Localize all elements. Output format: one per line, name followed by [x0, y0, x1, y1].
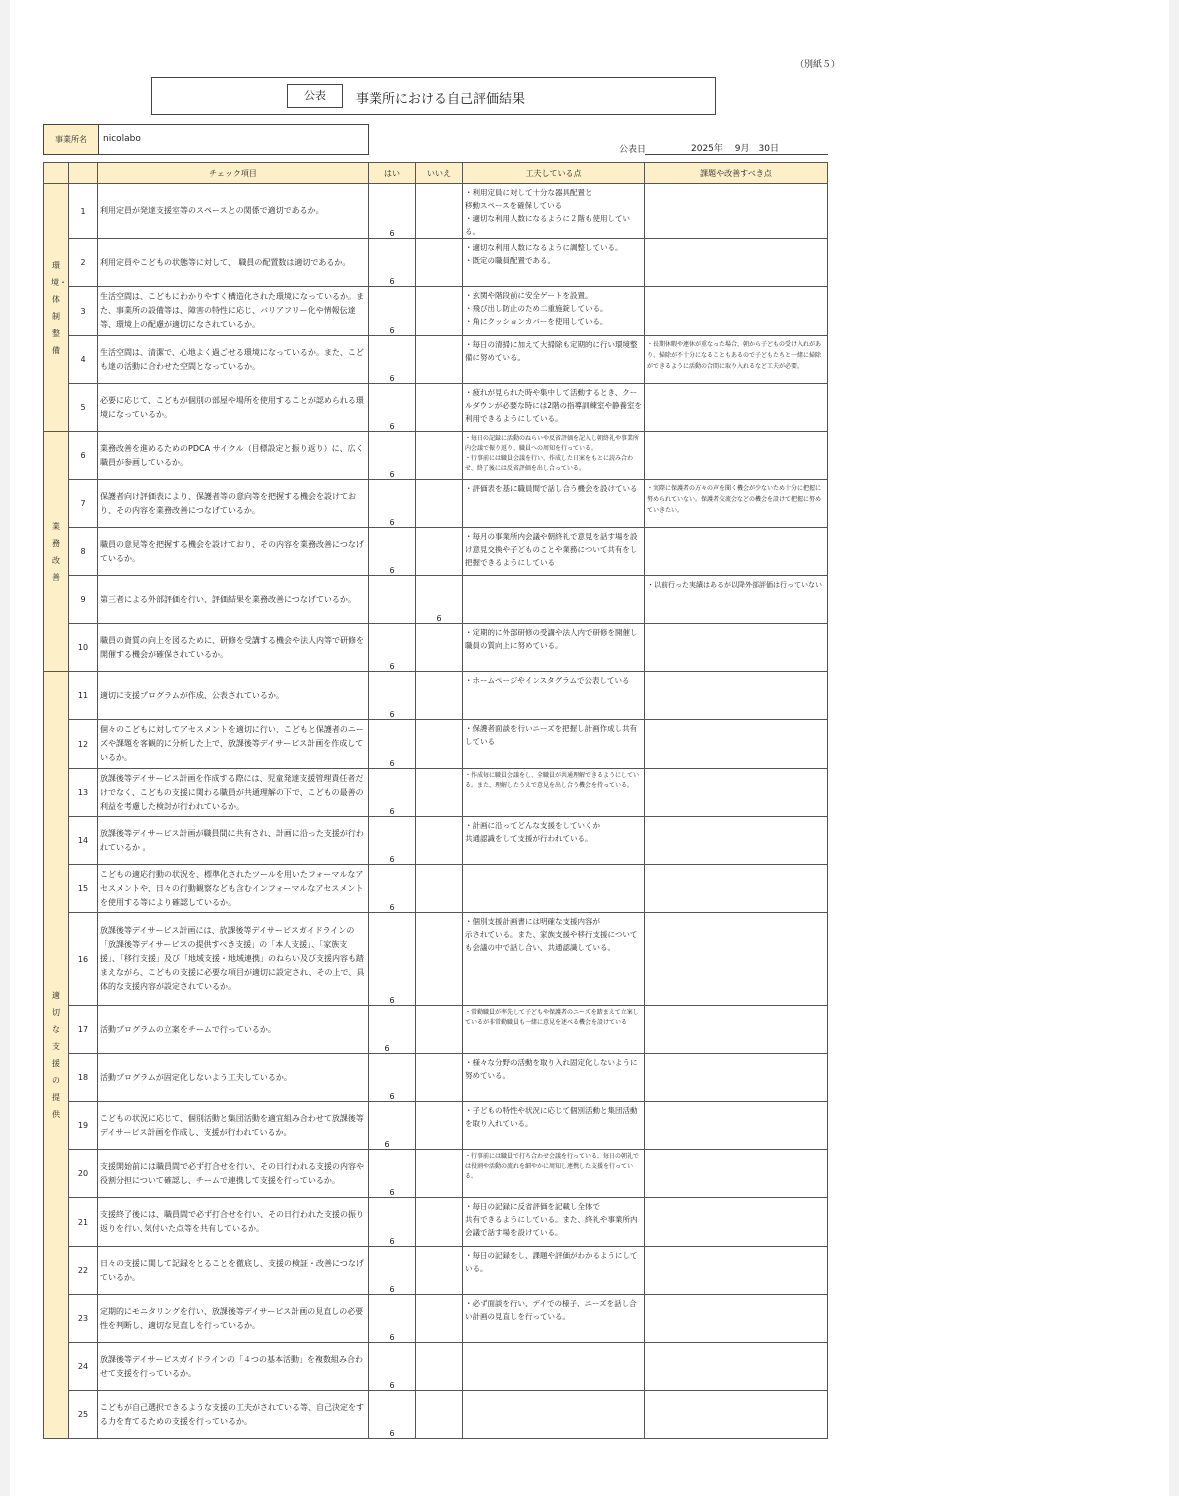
issue-text: ・長期休暇や連休が重なった場合、朝から子どもの受け入れがあり、掃除が不十分になることもあるので子どもたちと一緒に掃除ができるように活動の合間に取り入れるなど工夫が必要。 [645, 336, 828, 384]
yes-cell [369, 913, 416, 1006]
no-cell [416, 1054, 463, 1102]
table-row [44, 865, 828, 913]
yes-cell [369, 769, 416, 817]
item-number: 5 [69, 384, 98, 432]
check-item-text: 活動プログラムの立案をチームで行っているか。 [98, 1006, 369, 1054]
yes-cell [369, 1343, 416, 1391]
yes-cell [369, 287, 416, 336]
issue-text [645, 865, 828, 913]
yes-count: 6 [389, 710, 395, 719]
item-number: 13 [69, 769, 98, 817]
issue-text [645, 1343, 828, 1391]
yes-count: 6 [389, 1381, 395, 1390]
check-item-text: 利用定員やこどもの状態等に対して、 職員の配置数は適切であるか。 [98, 239, 369, 287]
table-row [44, 1198, 828, 1247]
check-item-text: 生活空間は、清潔で、心地よく過ごせる環境になっているか。また、こども達の活動に合わせた空間となっているか。 [98, 336, 369, 384]
category-label: 環境・体制整備 [51, 260, 67, 355]
no-cell [416, 1198, 463, 1247]
header-number [69, 163, 98, 184]
item-number: 12 [69, 720, 98, 769]
yes-count: 6 [389, 277, 395, 286]
check-item-text: 放課後等デイサービスガイドラインの「４つの基本活動」を複数組み合わせて支援を行っているか。 [98, 1343, 369, 1391]
yes-cell [369, 1198, 416, 1247]
item-number: 14 [69, 817, 98, 865]
category-cell [44, 432, 69, 672]
yes-count: 6 [384, 1044, 390, 1053]
issue-text [645, 1054, 828, 1102]
yes-cell [369, 817, 416, 865]
yes-count: 6 [389, 518, 395, 527]
effort-text: ・常勤職員が率先して子どもや保護者のニーズを踏まえて立案しているが非常勤職員も一緒に意見を述べる機会を設けている [463, 1006, 645, 1054]
header-check-item: チェック項目 [98, 163, 369, 184]
effort-text: ・毎月の事業所内会議や朝終礼で意見を話す場を設け意見交換や子どものことや業務について共有をし把握できるようにしている [463, 528, 645, 576]
issue-text [645, 1198, 828, 1247]
yes-cell [369, 672, 416, 720]
table-row [44, 576, 828, 624]
table-row [44, 1295, 828, 1343]
no-cell [416, 817, 463, 865]
item-number: 15 [69, 865, 98, 913]
effort-text: ・保護者面談を行いニーズを把握し計画作成し共有している [463, 720, 645, 769]
no-cell [416, 624, 463, 672]
yes-cell [369, 1054, 416, 1102]
effort-text: ・評価表を基に職員間で話し合う機会を設けている [463, 480, 645, 528]
effort-text: ・個別支援計画書には明確な支援内容が 示されている。また、家族支援や移行支援についても会議の中で話し合い、共通認識している。 [463, 913, 645, 1006]
table-row [44, 1150, 828, 1198]
check-item-text: 利用定員が発達支援室等のスペースとの関係で適切であるか。 [98, 184, 369, 239]
check-item-text: 生活空間は、こどもにわかりやすく構造化された環境になっているか。また、事業所の設備等は、障害の特性に応じ、バリアフリー化や情報伝達等、環境上の配慮が適切になされているか。 [98, 287, 369, 336]
table-row [44, 913, 828, 1006]
issue-text [645, 528, 828, 576]
category-label: 適切な支援の提供 [52, 991, 60, 1119]
no-cell [416, 913, 463, 1006]
check-item-text: 保護者向け評価表により、保護者等の意向等を把握する機会を設けており、その内容を業務改善につなげているか。 [98, 480, 369, 528]
table-row [44, 1343, 828, 1391]
page-title: 事業所における自己評価結果 [356, 92, 526, 107]
issue-text [645, 1391, 828, 1439]
header-no: いいえ [416, 163, 463, 184]
check-item-text: 支援開始前には職員間で必ず打合せを行い、その日行われる支援の内容や役割分担について確認し、チームで連携して支援を行っているか。 [98, 1150, 369, 1198]
issue-text: ・実際に保護者の方々の声を聞く機会が少ないため十分に把握に努められていない。保護者交流会などの機会を設けて把握に努めていきたい。 [645, 480, 828, 528]
check-item-text: 支援終了後には、職員間で必ず打合せを行い、その日行われた支援の振り返りを行い､気付いた点等を共有しているか。 [98, 1198, 369, 1247]
check-item-text: 業務改善を進めるためのPDCA サイクル（目標設定と振り返り）に、広く職員が参画しているか。 [98, 432, 369, 480]
effort-text [463, 1343, 645, 1391]
check-item-text: 第三者による外部評価を行い、評価結果を業務改善につなげているか。 [98, 576, 369, 624]
table-row [44, 336, 828, 384]
item-number: 19 [69, 1102, 98, 1150]
item-number: 10 [69, 624, 98, 672]
table-body [44, 184, 828, 1439]
issue-text [645, 1247, 828, 1295]
effort-text: ・ホームページやインスタグラムで公表している [463, 672, 645, 720]
yes-count: 6 [389, 1429, 395, 1438]
yes-cell [369, 1102, 416, 1150]
table-row [44, 184, 828, 239]
yes-count: 6 [389, 422, 395, 431]
item-number: 3 [69, 287, 98, 336]
no-cell [416, 1391, 463, 1439]
no-cell [416, 1006, 463, 1054]
no-cell [416, 287, 463, 336]
item-number: 18 [69, 1054, 98, 1102]
no-cell [416, 1102, 463, 1150]
no-cell [416, 239, 463, 287]
effort-text [463, 1391, 645, 1439]
check-item-text: 放課後等デイサービス計画には、放課後等デイサービスガイドラインの「放課後等デイサービスの提供すべき支援」の「本人支援」、「家族支援」、「移行支援」及び「地域支援・地域連携」のねらい及び支援内容も踏まえながら、こどもの支援に必要な項目が適切に設定され、その上で、具体的な支援内容が設定されているか。 [98, 913, 369, 1006]
no-cell [416, 769, 463, 817]
item-number: 6 [69, 432, 98, 480]
check-item-text: こどもの状況に応じて、個別活動と集団活動を適宜組み合わせて放課後等デイサービス計画を作成し、支援が行われているか。 [98, 1102, 369, 1150]
check-item-text: 適切に支援プログラムが作成、公表されているか。 [98, 672, 369, 720]
no-cell [416, 1295, 463, 1343]
check-item-text: 放課後等デイサービス計画を作成する際には、児童発達支援管理責任者だけでなく、こどもの支援に関わる職員が共通理解の下で、こどもの最善の利益を考慮した検討が行われているか。 [98, 769, 369, 817]
issue-text [645, 1150, 828, 1198]
table-row [44, 1391, 828, 1439]
no-cell [416, 1343, 463, 1391]
yes-cell [369, 720, 416, 769]
effort-text: ・疲れが見られた時や集中して活動するとき、クールダウンが必要な時には2階の指導訓練室や静養室を利用できるようにしている。 [463, 384, 645, 432]
effort-text: ・作成毎に職員会議をし、全職員が共通理解できるようにしている。また、理解したうえで意見を出し合う機会を持っている。 [463, 769, 645, 817]
no-cell [416, 720, 463, 769]
category-cell [44, 184, 69, 432]
yes-count: 6 [389, 1237, 395, 1246]
issue-text [645, 287, 828, 336]
effort-text [463, 576, 645, 624]
yes-cell [369, 1295, 416, 1343]
effort-text: ・毎日の記録に活動のねらいや反省評価を記入し朝終礼や事業所内会議で振り返り、職員への周知を行っている。 ・行事前には職員会議を行い、作成した日案をもとに読み合わせ、終了後には反省評価を出し合っている。 [463, 432, 645, 480]
table-row [44, 1102, 828, 1150]
issue-text [645, 384, 828, 432]
check-item-text: 日々の支援に関して記録をとることを徹底し、支援の検証・改善につなげているか。 [98, 1247, 369, 1295]
effort-text: ・玄関や階段前に安全ゲートを設置。 ・飛び出し防止のため二重施錠している。 ・角にクッションカバーを使用している。 [463, 287, 645, 336]
item-number: 4 [69, 336, 98, 384]
issue-text [645, 184, 828, 239]
item-number: 2 [69, 239, 98, 287]
effort-text: ・必ず面談を行い、デイでの様子、ニーズを話し合い計画の見直しを行っている。 [463, 1295, 645, 1343]
yes-count: 6 [389, 1092, 395, 1101]
yes-count: 6 [389, 1285, 395, 1294]
no-count: 6 [436, 614, 442, 623]
yes-cell [369, 576, 416, 624]
yes-cell [369, 384, 416, 432]
table-row [44, 239, 828, 287]
yes-count: 6 [384, 1140, 390, 1149]
effort-text: ・行事前には職員で打ち合わせ会議を行っている。毎日の朝礼では役割や活動の流れを細やかに周知し連携した支援を行っている。 [463, 1150, 645, 1198]
no-cell [416, 480, 463, 528]
yes-cell [369, 1391, 416, 1439]
item-number: 23 [69, 1295, 98, 1343]
effort-text: ・毎日の記録をし、課題や評価がわかるようにしている。 [463, 1247, 645, 1295]
publish-date-label: 公表日 [619, 145, 647, 155]
yes-cell [369, 184, 416, 239]
yes-count: 6 [389, 229, 395, 238]
effort-text: ・様々な分野の活動を取り入れ固定化しないように努めている。 [463, 1054, 645, 1102]
yes-cell [369, 480, 416, 528]
effort-text: ・毎日の清掃に加えて大掃除も定期的に行い環境整備に努めている。 [463, 336, 645, 384]
check-item-text: こどもが自己選択できるような支援の工夫がされている等、自己決定をする力を育てるための支援を行っているか。 [98, 1391, 369, 1439]
no-cell [416, 1150, 463, 1198]
item-number: 7 [69, 480, 98, 528]
item-number: 21 [69, 1198, 98, 1247]
yes-cell [369, 1150, 416, 1198]
effort-text [463, 865, 645, 913]
check-item-text: こどもの適応行動の状況を、標準化されたツールを用いたフォーマルなアセスメントや、日々の行動観察なども含むインフォーマルなアセスメントを使用する等により確認しているか。 [98, 865, 369, 913]
issue-text [645, 432, 828, 480]
header-issue: 課題や改善すべき点 [645, 163, 828, 184]
yes-count: 6 [389, 759, 395, 768]
issue-text [645, 1295, 828, 1343]
item-number: 17 [69, 1006, 98, 1054]
check-item-text: 職員の資質の向上を図るために、研修を受講する機会や法人内等で研修を開催する機会が確保されているか。 [98, 624, 369, 672]
header-effort: 工夫している点 [463, 163, 645, 184]
no-cell [416, 432, 463, 480]
yes-cell [369, 865, 416, 913]
yes-count: 6 [389, 855, 395, 864]
yes-cell [369, 336, 416, 384]
issue-text [645, 672, 828, 720]
table-header-row [44, 163, 828, 184]
annex-label: （別紙５） [795, 60, 841, 70]
check-item-text: 定期的にモニタリングを行い、放課後等デイサービス計画の見直しの必要性を判断し、適切な見直しを行っているか。 [98, 1295, 369, 1343]
yes-cell [369, 1247, 416, 1295]
issue-text [645, 1102, 828, 1150]
item-number: 16 [69, 913, 98, 1006]
check-item-text: 職員の意見等を把握する機会を設けており、その内容を業務改善につなげているか。 [98, 528, 369, 576]
table-row [44, 720, 828, 769]
no-cell [416, 528, 463, 576]
issue-text [645, 239, 828, 287]
item-number: 1 [69, 184, 98, 239]
public-badge: 公表 [287, 84, 343, 108]
issue-text [645, 1006, 828, 1054]
header-category [44, 163, 69, 184]
check-item-text: 放課後等デイサービス計画が職員間に共有され、計画に沿った支援が行われているか 。 [98, 817, 369, 865]
issue-text: ・以前行った実績はあるが以降外部評価は行っていない [645, 576, 828, 624]
category-label: 業務改善 [52, 521, 60, 582]
table-row [44, 817, 828, 865]
office-name: nicolabo [103, 134, 141, 144]
no-cell [416, 184, 463, 239]
effort-text: ・適切な利用人数になるように調整している。 ・既定の職員配置である。 [463, 239, 645, 287]
no-cell [416, 336, 463, 384]
yes-count: 6 [389, 374, 395, 383]
effort-text: ・子どもの特性や状況に応じて個別活動と集団活動を取り入れている。 [463, 1102, 645, 1150]
header-yes: はい [369, 163, 416, 184]
no-cell [416, 384, 463, 432]
yes-cell [369, 239, 416, 287]
table-row [44, 1054, 828, 1102]
table-row [44, 287, 828, 336]
yes-count: 6 [389, 1333, 395, 1342]
no-cell [416, 1247, 463, 1295]
office-label: 事業所名 [44, 125, 99, 154]
yes-count: 6 [389, 807, 395, 816]
check-item-text: 必要に応じて、こどもが個別の部屋や場所を使用することが認められる環境になっているか。 [98, 384, 369, 432]
yes-count: 6 [389, 566, 395, 575]
item-number: 25 [69, 1391, 98, 1439]
effort-text: ・定期的に外部研修の受講や法人内で研修を開催し職員の質向上に努めている。 [463, 624, 645, 672]
yes-count: 6 [389, 662, 395, 671]
table-row [44, 624, 828, 672]
table-row [44, 672, 828, 720]
item-number: 22 [69, 1247, 98, 1295]
yes-count: 6 [389, 996, 395, 1005]
no-cell [416, 672, 463, 720]
yes-cell [369, 624, 416, 672]
table-row [44, 769, 828, 817]
yes-count: 6 [389, 470, 395, 479]
item-number: 8 [69, 528, 98, 576]
item-number: 20 [69, 1150, 98, 1198]
evaluation-table [43, 162, 828, 1439]
yes-cell [369, 528, 416, 576]
yes-count: 6 [389, 326, 395, 335]
category-cell [44, 672, 69, 1439]
yes-cell [369, 432, 416, 480]
yes-count: 6 [389, 1188, 395, 1197]
issue-text [645, 624, 828, 672]
effort-text: ・毎日の記録に反省評価を記載し全体で 共有できるようにしている。また、終礼や事業所内会議で話す場を設けている。 [463, 1198, 645, 1247]
table-row [44, 1006, 828, 1054]
table-row [44, 432, 828, 480]
yes-cell [369, 1006, 416, 1054]
office-box [43, 124, 369, 155]
table-row [44, 384, 828, 432]
issue-text [645, 769, 828, 817]
table-row [44, 480, 828, 528]
no-cell [416, 576, 463, 624]
issue-text [645, 817, 828, 865]
table-row [44, 528, 828, 576]
check-item-text: 個々のこどもに対してアセスメントを適切に行い、こどもと保護者のニーズや課題を客観的に分析した上で、放課後等デイサービス計画を作成しているか。 [98, 720, 369, 769]
yes-count: 6 [389, 903, 395, 912]
item-number: 9 [69, 576, 98, 624]
item-number: 24 [69, 1343, 98, 1391]
table-row [44, 1247, 828, 1295]
publish-date-value: 2025年 9月 30日 [645, 141, 828, 155]
effort-text: ・利用定員に対して十分な器具配置と 移動スペースを確保している ・適切な利用人数になるように２階も使用している。 [463, 184, 645, 239]
no-cell [416, 865, 463, 913]
item-number: 11 [69, 672, 98, 720]
effort-text: ・計画に沿ってどんな支援をしていくか 共通認識をして支援が行われている。 [463, 817, 645, 865]
check-item-text: 活動プログラムが固定化しないよう工夫しているか。 [98, 1054, 369, 1102]
issue-text [645, 913, 828, 1006]
issue-text [645, 720, 828, 769]
